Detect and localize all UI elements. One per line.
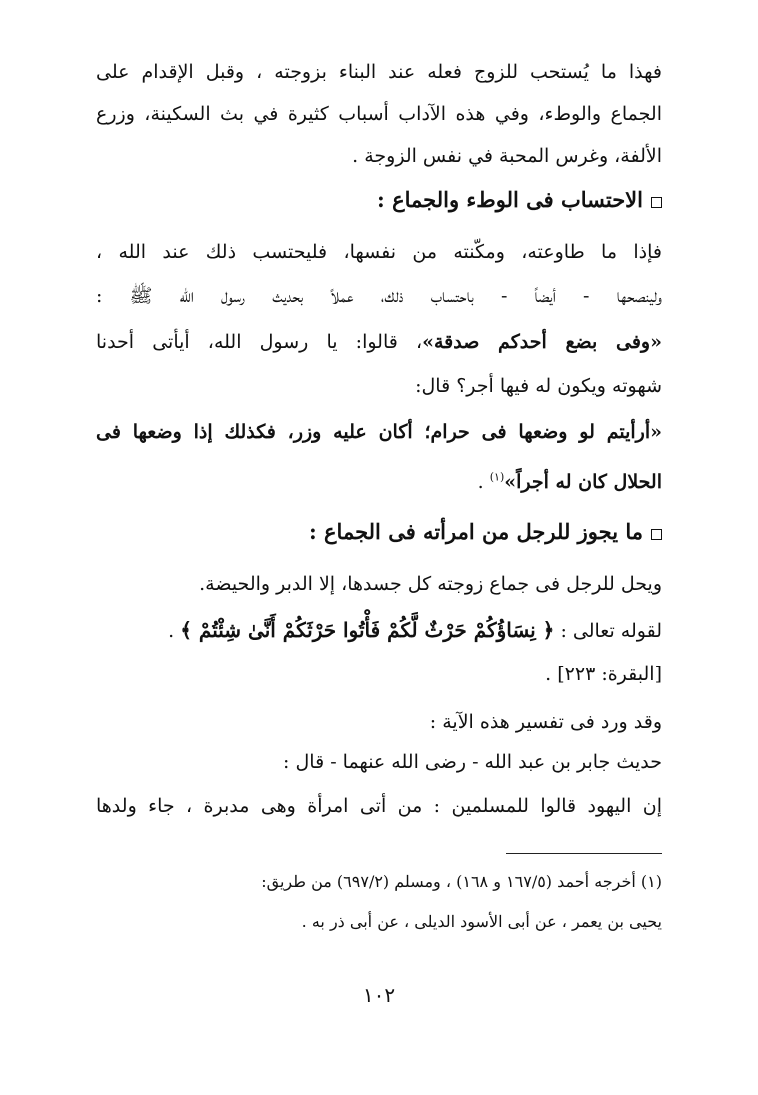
- body-line-2: الجماع والوطء، وفي هذه الآداب أسباب كثيرة في بث السكينة، وزرع: [96, 103, 662, 125]
- footnote-line-2: يحيى بن يعمر ، عن أبى الأسود الديلى ، عن أبى ذر به .: [301, 912, 662, 931]
- body-line-8: حديث جابر بن عبد الله - رضى الله عنهما - قال :: [283, 751, 662, 773]
- page-number: ١٠٢: [362, 983, 396, 1007]
- verse-intro: لقوله تعالى :: [554, 620, 662, 642]
- verse-reference: [البقرة: ٢٢٣] .: [545, 663, 662, 685]
- footnote-line-1: (١) أخرجه أحمد (١٦٧/٥ و ١٦٨) ، ومسلم (٦٩٧/٢) من طريق:: [261, 872, 662, 891]
- quran-verse: ﴿ نِسَاؤُكُمْ حَرْثٌ لَّكُمْ فَأْتُوا حَرْثَكُمْ أَنَّىٰ شِئْتُمْ ﴾: [180, 618, 555, 642]
- body-line-5: ولينصحها - أيضاً - باحتساب ذلك، عملاً بحديث رسول الله ﷺ :: [96, 285, 662, 307]
- footnote-reference: (١): [489, 470, 505, 484]
- section-heading-text: ما يجوز للرجل من امرأته فى الجماع :: [308, 519, 643, 544]
- body-line-1: فهذا ما يُستحب للزوج فعله عند البناء بزوجته ، وقبل الإقدام على: [96, 61, 662, 83]
- section-bullet-icon: [651, 529, 662, 540]
- section-bullet-icon: [651, 197, 662, 208]
- verse-line: [96, 616, 662, 645]
- body-line-9: إن اليهود قالوا للمسلمين : من أتى امرأة وهى مدبرة ، جاء ولدها: [96, 795, 662, 817]
- section-heading-ihtisab: [96, 186, 662, 214]
- body-line-4: فإذا ما طاوعته، ومكّنته من نفسها، فليحتسب ذلك عند الله ،: [96, 241, 662, 263]
- hadith-line-1-rest: ، قالوا: يا رسول الله، أيأتى أحدنا: [96, 331, 423, 353]
- hadith-line-4-end: .: [477, 471, 490, 493]
- body-line-3: الألفة، وغرس المحبة في نفس الزوجة .: [352, 145, 662, 167]
- section-heading-permissible: [96, 518, 662, 546]
- hadith-line-4: [96, 468, 662, 496]
- hadith-line-2: شهوته ويكون له فيها أجر؟ قال:: [415, 375, 662, 397]
- body-line-6: ويحل للرجل فى جماع زوجته كل جسدها، إلا الدبر والحيضة.: [199, 573, 662, 595]
- footnote-divider: [506, 853, 662, 854]
- verse-end: .: [168, 620, 181, 642]
- hadith-line-1: [96, 328, 662, 356]
- body-line-7: وقد ورد فى تفسير هذه الآية :: [429, 711, 662, 733]
- hadith-line-4-bold: الحلال كان له أجراً»: [504, 471, 662, 493]
- section-heading-text: الاحتساب فى الوطء والجماع :: [377, 187, 643, 212]
- hadith-line-3: «أرأيتم لو وضعها فى حرام؛ أكان عليه وزر، فكذلك إذا وضعها فى: [96, 421, 662, 443]
- hadith-quote-bold: «وفى بضع أحدكم صدقة»: [422, 331, 662, 353]
